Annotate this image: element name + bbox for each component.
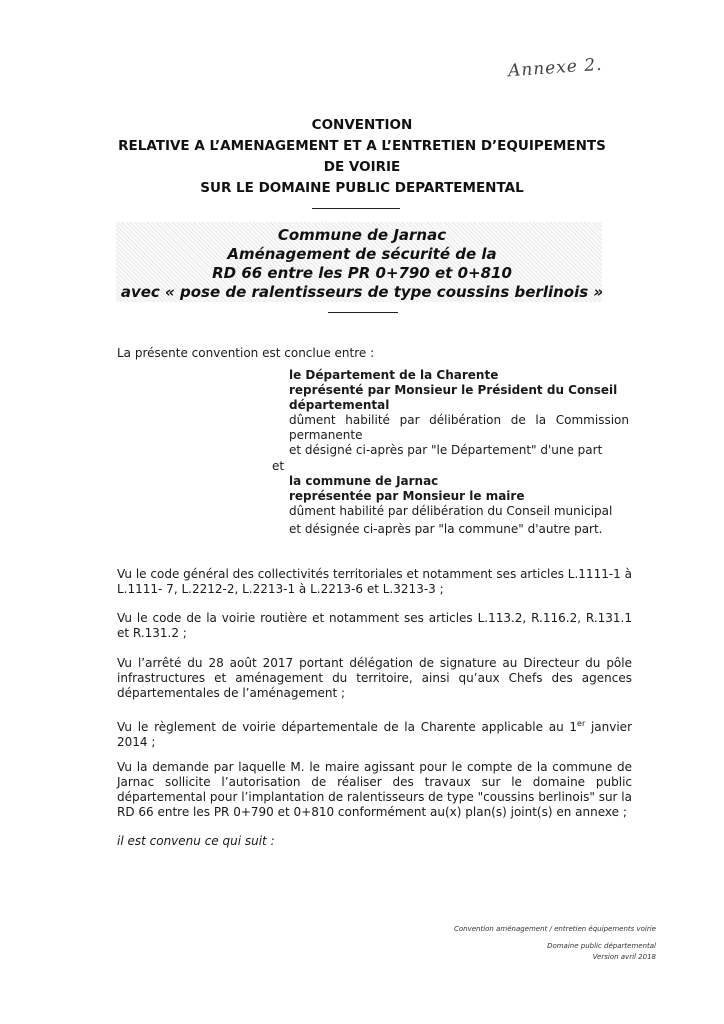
paragraph-reglement-text-b: janvier 2014 ;	[117, 720, 632, 749]
party2-name: la commune de Jarnac	[289, 474, 439, 488]
paragraph-reglement-text-a: Vu le règlement de voirie départementale de la Charente applicable au 1	[117, 720, 578, 734]
footer-line-3: Version avril 2018	[592, 953, 656, 961]
party1-representative-cont: départemental	[289, 398, 390, 412]
subtitle-line-3: RD 66 entre les PR 0+790 et 0+810	[212, 264, 512, 282]
subtitle-line-1: Commune de Jarnac	[277, 226, 447, 244]
paragraph-reglement	[117, 716, 632, 750]
document-subtitle	[100, 226, 624, 302]
paragraph-convenu: il est convenu ce qui suit :	[117, 834, 275, 848]
party2-representative: représentée par Monsieur le maire	[289, 489, 525, 503]
title-divider	[312, 208, 400, 209]
intro-text: La présente convention est conclue entre :	[117, 346, 375, 360]
document-title	[60, 115, 664, 199]
party1-authorization: dûment habilité par délibération de la Commission	[289, 413, 629, 427]
paragraph-code-voirie: Vu le code de la voirie routière et notamment ses articles L.113.2, R.116.2, R.131.1 et R.131.2 ;	[117, 611, 632, 640]
title-line-1: CONVENTION	[311, 117, 413, 133]
footer-line-2: Domaine public départemental	[547, 942, 656, 950]
title-line-2: RELATIVE A L’AMENAGEMENT ET A L’ENTRETIEN D’EQUIPEMENTS	[118, 138, 606, 154]
paragraph-reglement-superscript: er	[577, 719, 586, 728]
party1-representative: représenté par Monsieur le Président du Conseil	[289, 383, 618, 397]
paragraph-arrete: Vu l’arrêté du 28 août 2017 portant délégation de signature au Directeur du pôle infrastructures et aménagement du territoire, ainsi qu’aux Chefs des agences départementales de l’aménagement ;	[117, 656, 632, 700]
subtitle-line-4: avec « pose de ralentisseurs de type coussins berlinois »	[120, 283, 604, 301]
subtitle-divider	[328, 312, 398, 313]
paragraph-code-collectivites: Vu le code général des collectivités territoriales et notamment ses articles L.1111-1 à L.1111- 7, L.2212-2, L.2213-1 à L.2213-6 et L.3213-3 ;	[117, 567, 632, 596]
footer-line-1: Convention aménagement / entretien équipements voirie	[453, 925, 656, 933]
party1-name: le Département de la Charente	[289, 368, 499, 382]
party2-designation: et désignée ci-après par "la commune" d'autre part.	[289, 522, 603, 536]
party2-authorization: dûment habilité par délibération du Conseil municipal	[289, 504, 613, 518]
conjunction-et: et	[272, 459, 285, 473]
paragraph-demande: Vu la demande par laquelle M. le maire agissant pour le compte de la commune de Jarnac sollicite l’autorisation de réaliser des travaux sur le domaine public départemental pour l’implantation de ralentisseurs de type "coussins berlinois" sur la RD 66 entre les PR 0+790 et 0+810 conformément au(x) plan(s) joint(s) en annexe ;	[117, 760, 632, 819]
party1-authorization-cont: permanente	[289, 428, 363, 442]
handwritten-annotation: Annexe 2.	[507, 54, 604, 82]
subtitle-line-2: Aménagement de sécurité de la	[227, 245, 497, 263]
title-line-4: SUR LE DOMAINE PUBLIC DEPARTEMENTAL	[200, 180, 524, 196]
party1-designation: et désigné ci-après par "le Département" d'une part	[289, 443, 603, 457]
title-line-3: DE VOIRIE	[323, 159, 401, 175]
